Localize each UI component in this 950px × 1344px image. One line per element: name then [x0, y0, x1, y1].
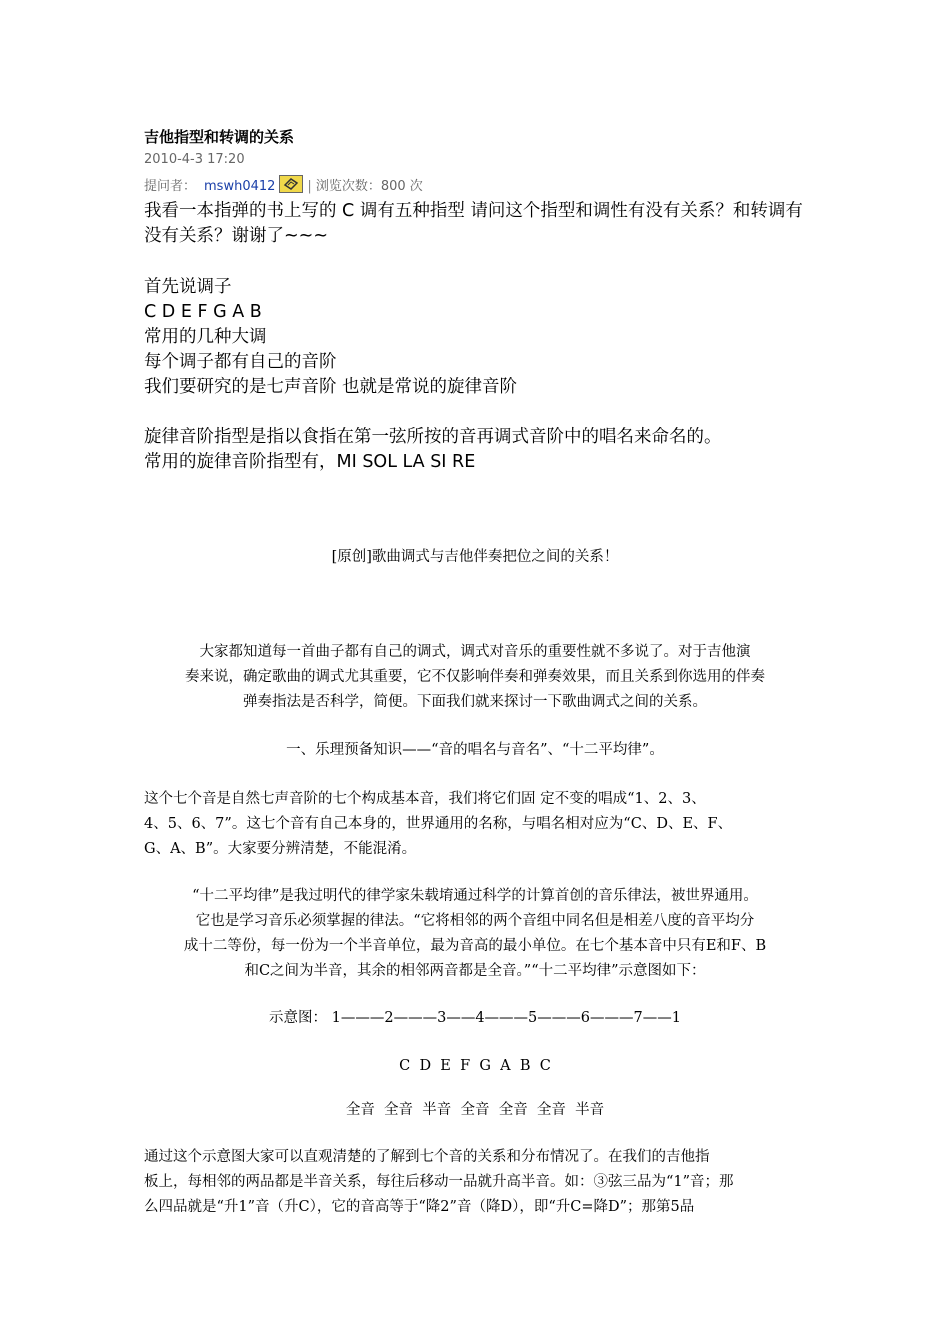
- paragraph-line: 板上，每相邻的两品都是半音关系，每往后移动一品就升高半音。如：③弦三品为“1”音；那: [144, 1174, 734, 1190]
- paragraph-line: 通过这个示意图大家可以直观清楚的了解到七个音的关系和分布情况了。在我们的吉他指: [144, 1149, 710, 1165]
- paragraph-line: “十二平均律”是我过明代的律学家朱载堉通过科学的计算首创的音乐律法，被世界通用。: [192, 888, 758, 904]
- paragraph-line: 它也是学习音乐必须掌握的律法。“它将相邻的两个音组中同名但是相差八度的音平均分: [195, 913, 755, 929]
- note-names: C D E F G A B C: [399, 1058, 551, 1074]
- asker-name-link[interactable]: mswh0412: [204, 179, 276, 194]
- paragraph-line: 成十二等份，每一份为一个半音单位，最为音高的最小单位。在七个基本音中只有E和F、B: [183, 938, 767, 954]
- meta-separator: |: [307, 179, 312, 194]
- answer-line: 我们要研究的是七声音阶 也就是常说的旋律音阶: [144, 377, 518, 397]
- post-title: 吉他指型和转调的关系: [144, 128, 295, 146]
- views-count: 浏览次数：800 次: [315, 179, 423, 194]
- article-heading: [原创]歌曲调式与吉他伴奏把位之间的关系！: [331, 549, 619, 565]
- paragraph-line: 和C之间为半音，其余的相邻两音都是全音。”“十二平均律”示意图如下：: [244, 963, 706, 979]
- answer-line: 常用的旋律音阶指型有，MI SOL LA SI RE: [144, 452, 476, 472]
- answer-line: 常用的几种大调: [144, 327, 267, 347]
- answer-line: 每个调子都有自己的音阶: [144, 352, 337, 372]
- intro-line: 弹奏指法是否科学，简便。下面我们就来探讨一下歌曲调式之间的关系。: [243, 694, 707, 710]
- scale-diagram: 示意图： 1———2———3——4———5———6———7——1: [269, 1010, 681, 1026]
- intro-line: 奏来说，确定歌曲的调式尤其重要，它不仅影响伴奏和弹奏效果，而且关系到你选用的伴奏: [185, 669, 765, 685]
- question-text: 我看一本指弹的书上写的 C 调有五种指型 请问这个指型和调性有没有关系？和转调有没有关系？谢谢了~~~: [144, 201, 803, 246]
- paragraph-line: 么四品就是“升1”音（升C），它的音高等于“降2”音（降D），即“升C=降D”；那第5品: [144, 1199, 695, 1215]
- paragraph-line: G、A、B”。大家要分辨清楚，不能混淆。: [144, 841, 417, 857]
- post-datetime: 2010-4-3 17:20: [144, 152, 245, 167]
- paragraph-line: 4、5、6、7”。这七个音有自己本身的，世界通用的名称，与唱名相对应为“C、D、E、F、: [144, 816, 733, 832]
- answer-line: 旋律音阶指型是指以食指在第一弦所按的音再调式音阶中的唱名来命名的。: [144, 427, 722, 447]
- intro-line: 大家都知道每一首曲子都有自己的调式，调式对音乐的重要性就不多说了。对于吉他演: [199, 644, 751, 660]
- answer-line: C D E F G A B: [144, 302, 262, 322]
- answer-line: 首先说调子: [144, 277, 232, 297]
- asker-label: 提问者：: [144, 179, 197, 194]
- user-level-icon: [279, 175, 303, 193]
- paragraph-line: 这个七个音是自然七声音阶的七个构成基本音，我们将它们固 定不变的唱成“1、2、3、: [144, 791, 706, 807]
- interval-names: 全音 全音 半音 全音 全音 全音 半音: [345, 1102, 605, 1118]
- section-heading: 一、乐理预备知识——“音的唱名与音名”、“十二平均律”。: [286, 742, 664, 758]
- post-meta: [144, 175, 423, 194]
